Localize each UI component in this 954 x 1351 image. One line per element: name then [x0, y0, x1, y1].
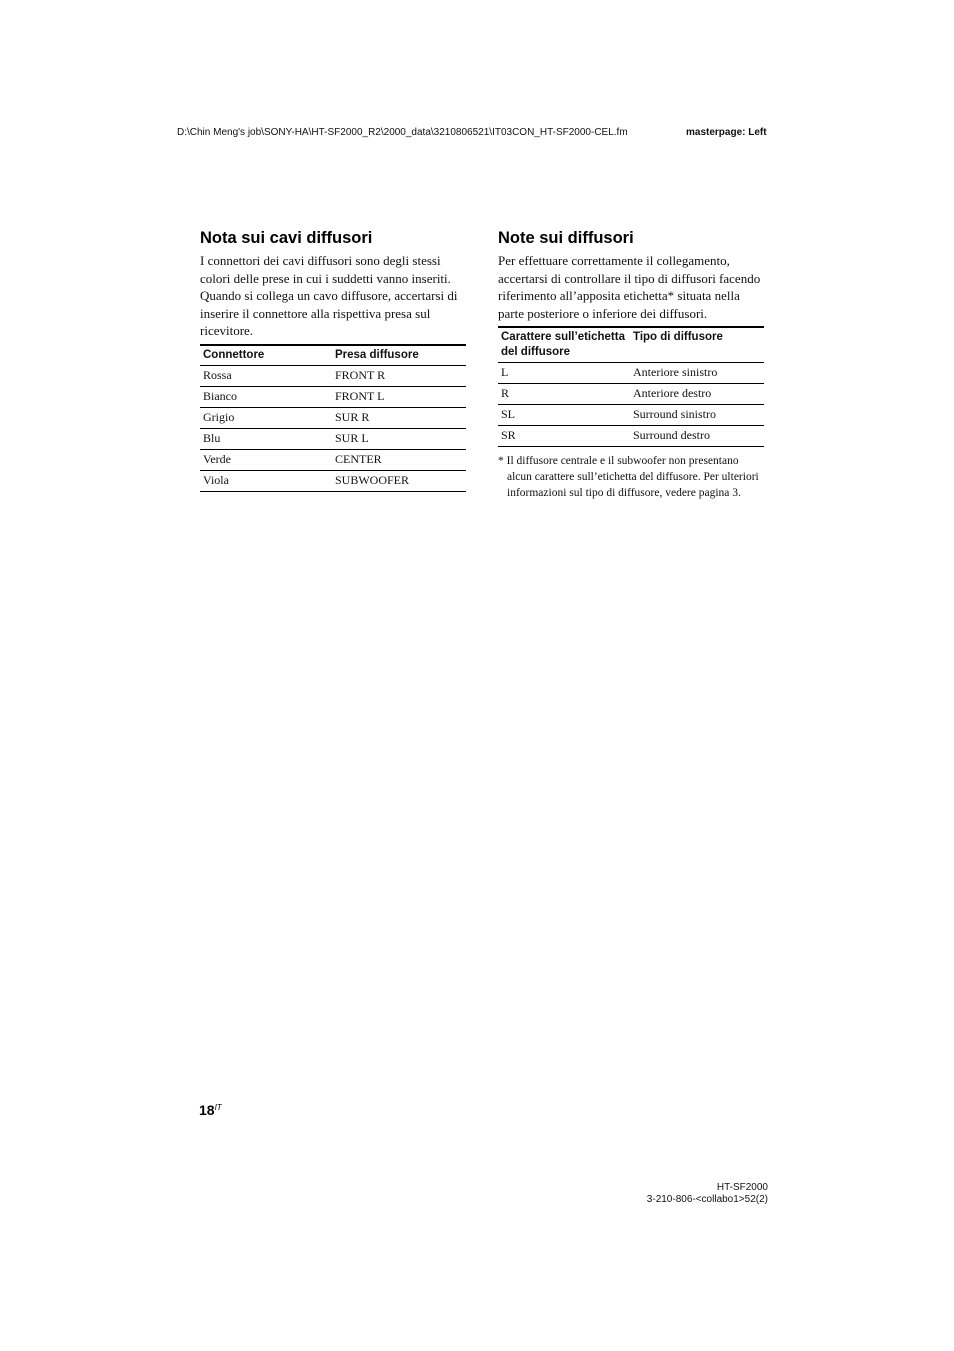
- column-header: Carattere sull’etichetta del diffusore: [498, 327, 630, 363]
- table-cell: L: [498, 363, 630, 384]
- table-cell: Bianco: [200, 387, 332, 408]
- table-cell: Verde: [200, 450, 332, 471]
- footer-model: HT-SF2000: [716, 1182, 768, 1193]
- table-cell: FRONT L: [332, 387, 466, 408]
- column-header: Tipo di diffusore: [630, 327, 764, 363]
- page-number-value: 18: [199, 1102, 215, 1118]
- table-cell: Grigio: [200, 408, 332, 429]
- table-cell: Anteriore destro: [630, 384, 764, 405]
- table-cell: Anteriore sinistro: [630, 363, 764, 384]
- table-cell: Blu: [200, 429, 332, 450]
- table-row: [200, 471, 466, 492]
- table-row: [200, 429, 466, 450]
- column-header: Connettore: [200, 345, 332, 366]
- table-cell: FRONT R: [332, 366, 466, 387]
- masterpage-label: masterpage: Left: [686, 127, 767, 138]
- table-row: [200, 387, 466, 408]
- table-row: [200, 366, 466, 387]
- table-row: [498, 384, 764, 405]
- section-body-speakers: Per effettuare correttamente il collegamento, accertarsi di controllare il tipo di diffusori facendo riferimento all’apposita etichetta* situata nella parte posteriore o inferiore dei diffusori.: [498, 253, 761, 321]
- table-row: [200, 408, 466, 429]
- table-row: [200, 450, 466, 471]
- file-path-header: D:\Chin Meng's job\SONY-HA\HT-SF2000_R2\2000_data\3210806521\IT03CON_HT-SF2000-CEL.fm: [177, 127, 628, 138]
- section-body-cables: I connettori dei cavi diffusori sono degli stessi colori delle prese in cui i suddetti vanno inseriti. Quando si collega un cavo diffusore, accertarsi di inserire il connettore alla rispettiva presa sul ricevitore.: [200, 253, 458, 339]
- footer: [647, 1182, 768, 1206]
- table-row: [498, 405, 764, 426]
- connector-table: [200, 344, 466, 493]
- section-title-speakers: Note sui diffusori: [498, 229, 634, 247]
- page-number: [199, 1102, 222, 1118]
- footer-code: 3-210-806-<collabo1>52(2): [646, 1194, 768, 1205]
- left-column: [200, 228, 466, 492]
- section-title-cables: Nota sui cavi diffusori: [200, 229, 373, 247]
- table-row: [498, 363, 764, 384]
- table-cell: Viola: [200, 471, 332, 492]
- table-cell: Surround sinistro: [630, 405, 764, 426]
- column-header: Presa diffusore: [332, 345, 466, 366]
- table-cell: R: [498, 384, 630, 405]
- footnote: * Il diffusore centrale e il subwoofer non presentano alcun carattere sull’etichetta del diffusore. Per ulteriori informazioni sul tipo di diffusore, vedere pagina 3.: [498, 455, 759, 500]
- table-row: [498, 426, 764, 447]
- table-cell: SR: [498, 426, 630, 447]
- page-language: IT: [214, 1103, 222, 1112]
- right-column: [498, 228, 764, 501]
- table-cell: Surround destro: [630, 426, 764, 447]
- speaker-type-table: [498, 326, 764, 447]
- table-header-row: [200, 345, 466, 366]
- table-cell: Rossa: [200, 366, 332, 387]
- table-cell: SL: [498, 405, 630, 426]
- table-cell: SUR R: [332, 408, 466, 429]
- table-header-row: [498, 327, 764, 363]
- table-cell: SUR L: [332, 429, 466, 450]
- table-cell: SUBWOOFER: [332, 471, 466, 492]
- table-cell: CENTER: [332, 450, 466, 471]
